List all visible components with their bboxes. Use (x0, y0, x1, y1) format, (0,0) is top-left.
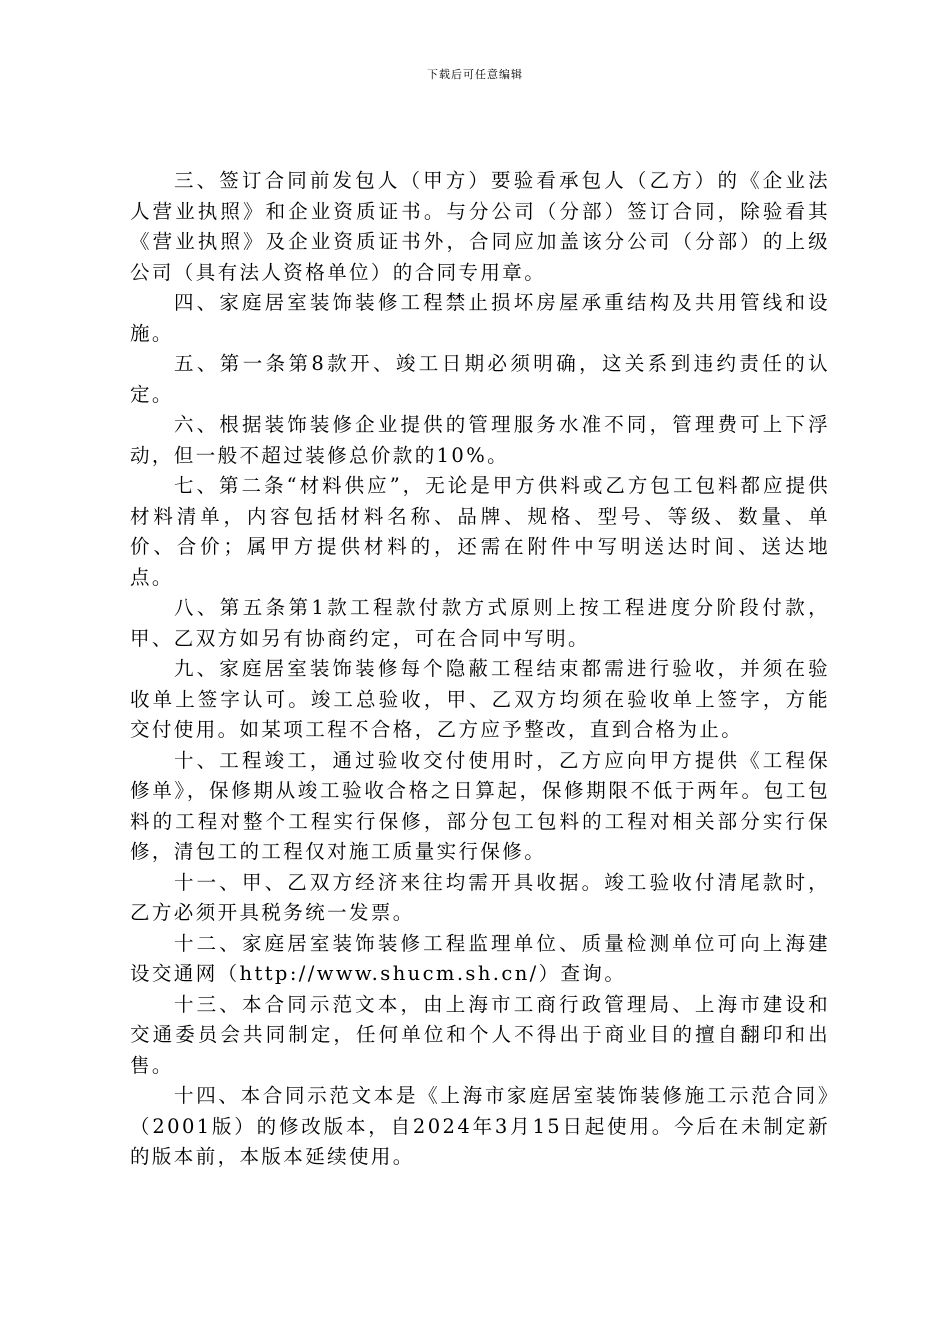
clause-11: 十一、甲、乙双方经济来往均需开具收据。竣工验收付清尾款时，乙方必须开具税务统一发票。 (130, 870, 830, 924)
clause-14: 十四、本合同示范文本是《上海市家庭居室装饰装修施工示范合同》（2001版）的修改版本，自2024年3月15日起使用。今后在未制定新的版本前，本版本延续使用。 (130, 1084, 830, 1168)
clause-7: 七、第二条“材料供应”，无论是甲方供料或乙方包工包料都应提供材料清单，内容包括材料名称、品牌、规格、型号、等级、数量、单价、合价；属甲方提供材料的，还需在附件中写明送达时间、送达地点。 (130, 474, 830, 589)
clause-5: 五、第一条第8款开、竣工日期必须明确，这关系到违约责任的认定。 (130, 352, 830, 406)
clause-6: 六、根据装饰装修企业提供的管理服务水准不同，管理费可上下浮动，但一般不超过装修总价款的10%。 (130, 413, 830, 467)
clause-12: 十二、家庭居室装饰装修工程监理单位、质量检测单位可向上海建设交通网（http://www.shucm.sh.cn/）查询。 (130, 931, 830, 985)
clause-8: 八、第五条第1款工程款付款方式原则上按工程进度分阶段付款，甲、乙双方如另有协商约定，可在合同中写明。 (130, 596, 830, 650)
clause-9: 九、家庭居室装饰装修每个隐蔽工程结束都需进行验收，并须在验收单上签字认可。竣工总验收，甲、乙双方均须在验收单上签字，方能交付使用。如某项工程不合格，乙方应予整改，直到合格为止。 (130, 657, 830, 741)
clause-13: 十三、本合同示范文本，由上海市工商行政管理局、上海市建设和交通委员会共同制定，任何单位和个人不得出于商业目的擅自翻印和出售。 (130, 992, 830, 1077)
document-body (130, 166, 830, 1173)
clause-3: 三、签订合同前发包人（甲方）要验看承包人（乙方）的《企业法人营业执照》和企业资质证书。与分公司（分部）签订合同，除验看其《营业执照》及企业资质证书外，合同应加盖该分公司（分部）的上级公司（具有法人资格单位）的合同专用章。 (130, 169, 830, 284)
page-header-note: 下载后可任意编辑 (427, 68, 523, 81)
clause-10: 十、工程竣工，通过验收交付使用时，乙方应向甲方提供《工程保修单》，保修期从竣工验收合格之日算起，保修期限不低于两年。包工包料的工程对整个工程实行保修，部分包工包料的工程对相关部分实行保修，清包工的工程仅对施工质量实行保修。 (130, 748, 830, 863)
clause-4: 四、家庭居室装饰装修工程禁止损坏房屋承重结构及共用管线和设施。 (130, 291, 830, 345)
